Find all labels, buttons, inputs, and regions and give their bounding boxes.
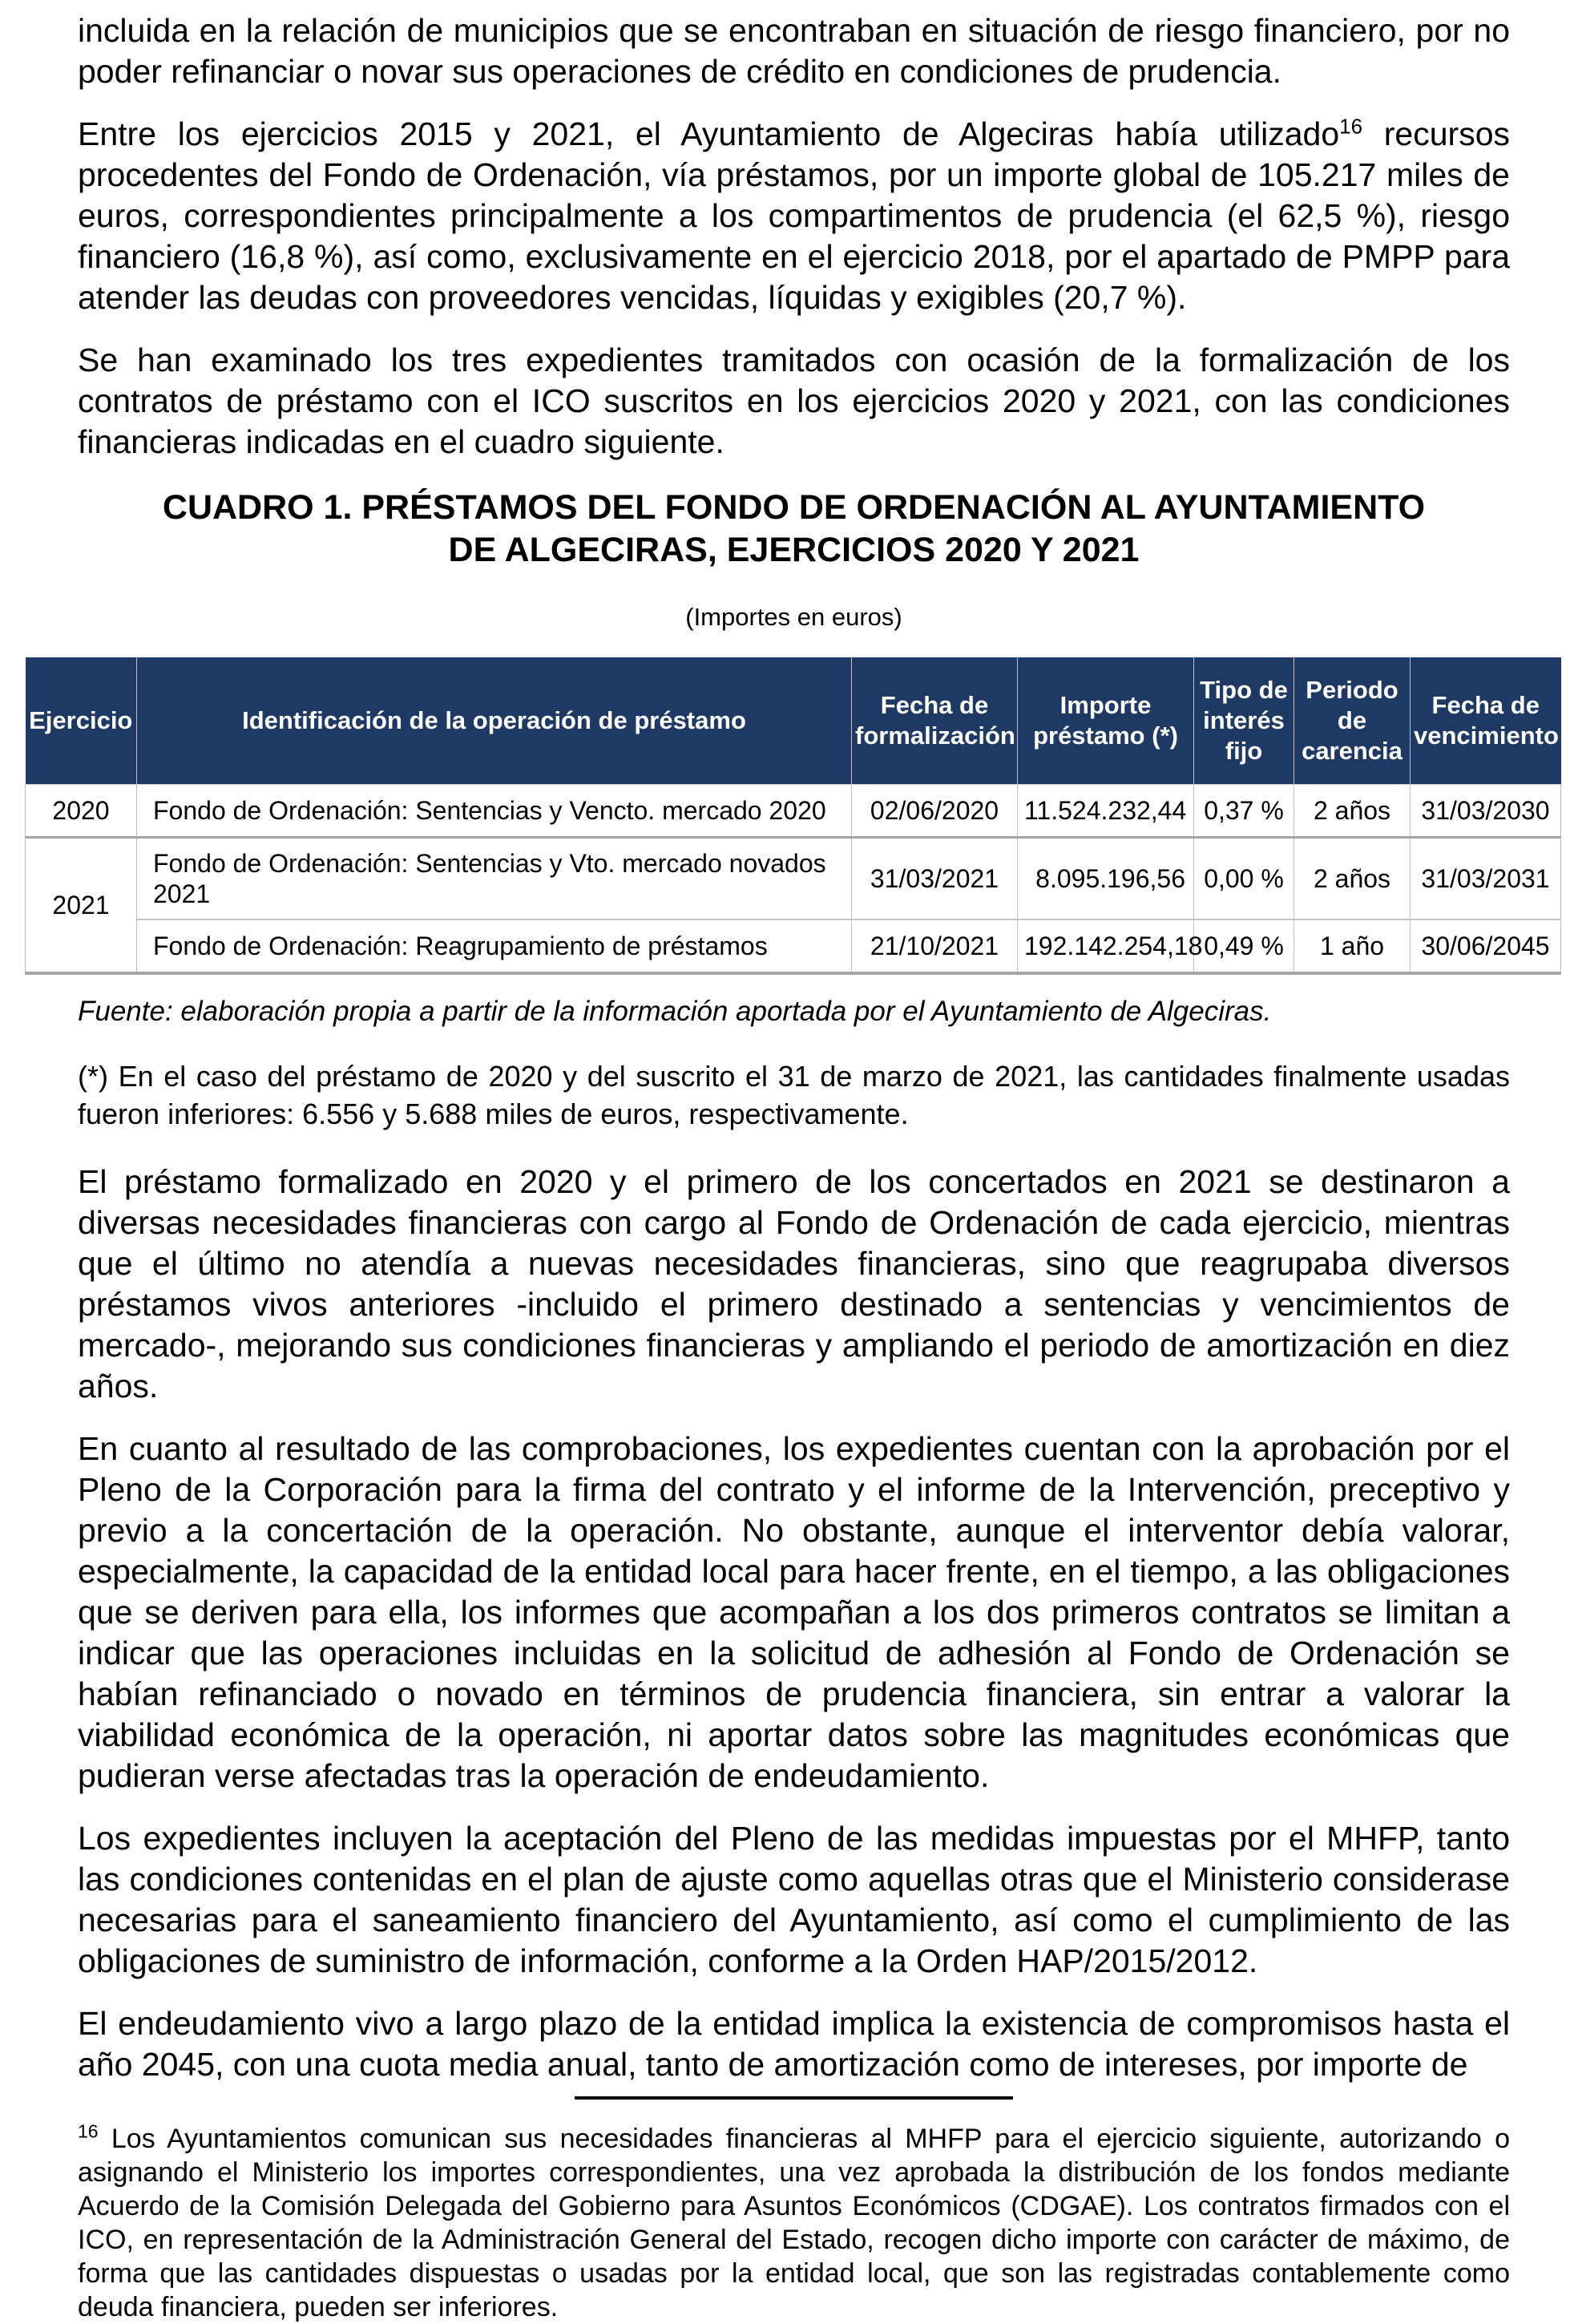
cell-ejercicio: 2021 xyxy=(26,838,137,974)
table-units-note: (Importes en euros) xyxy=(685,603,902,631)
cell-operacion: Fondo de Ordenación: Sentencias y Vencto. mercado 2020 xyxy=(137,785,852,838)
cell-periodo-carencia: 2 años xyxy=(1294,785,1411,838)
cell-importe: 8.095.196,56 xyxy=(1018,838,1194,920)
cell-fecha-formalizacion: 31/03/2021 xyxy=(852,838,1018,920)
footnote-number: 16 xyxy=(78,2120,99,2142)
cell-ejercicio: 2020 xyxy=(26,785,137,838)
cell-importe: 11.524.232,44 xyxy=(1018,785,1194,838)
cell-operacion: Fondo de Ordenación: Reagrupamiento de préstamos xyxy=(137,919,852,973)
cell-importe: 192.142.254,18 xyxy=(1018,919,1194,973)
column-header-fecha-vencimiento: Fecha de vencimiento xyxy=(1411,657,1561,785)
table-row xyxy=(26,919,1561,973)
loans-table xyxy=(25,657,1561,975)
paragraph-destino-prestamos: El préstamo formalizado en 2020 y el primero de los concertados en 2021 se destinaron a diversas necesidades financieras con cargo al Fondo de Ordenación de cada ejercicio, mientras que el último no atendía a nuevas necesidades financieras, sino que reagrupaba diversos préstamos vivos anteriores -incluido el primero destinado a sentencias y vencimientos de mercado-, mejorando sus condiciones financieras y ampliando el periodo de amortización en diez años. xyxy=(78,1163,1510,1405)
table-header-row xyxy=(26,657,1561,785)
table-row xyxy=(26,838,1561,920)
column-header-identificacion: Identificación de la operación de préstamo xyxy=(137,657,852,785)
cell-fecha-formalizacion: 21/10/2021 xyxy=(852,919,1018,973)
table-title: CUADRO 1. PRÉSTAMOS DEL FONDO DE ORDENACIÓN AL AYUNTAMIENTO DE ALGECIRAS, EJERCICIOS 2020 Y 2021 xyxy=(162,488,1426,569)
cell-fecha-vencimiento: 31/03/2030 xyxy=(1411,785,1561,838)
paragraph-resultado-comprobaciones: En cuanto al resultado de las comprobaciones, los expedientes cuentan con la aprobación por el Pleno de la Corporación para la firma del contrato y el informe de la Intervención, preceptivo y previo a la concertación de la operación. No obstante, aunque el interventor debía valorar, especialmente, la capacidad de la entidad local para hacer frente, en el tiempo, a las obligaciones que se deriven para ella, los informes que acompañan a los dos primeros contratos se limitan a indicar que las operaciones incluidas en la solicitud de adhesión al Fondo de Ordenación se habían refinanciado o novado en términos de prudencia financiera, sin entrar a valorar la viabilidad económica de la operación, ni aportar datos sobre las magnitudes económicas que pudieran verse afectadas tras la operación de endeudamiento. xyxy=(78,1430,1510,1794)
footnote-16 xyxy=(78,2122,1510,2324)
paragraph-endeudamiento-vivo: El endeudamiento vivo a largo plazo de la entidad implica la existencia de compromisos hasta el año 2045, con una cuota media anual, tanto de amortización como de intereses, por importe de xyxy=(78,2005,1510,2083)
loans-table-header xyxy=(26,657,1561,785)
paragraph-expedientes-examinados: Se han examinado los tres expedientes tramitados con ocasión de la formalización de los contratos de préstamo con el ICO suscritos en los ejercicios 2020 y 2021, con las condiciones financieras indicadas en el cuadro siguiente. xyxy=(78,342,1510,460)
table-row xyxy=(26,785,1561,838)
column-header-ejercicio: Ejercicio xyxy=(26,657,137,785)
cell-tipo-interes: 0,37 % xyxy=(1194,785,1294,838)
paragraph-fondo-ordenacion xyxy=(78,114,1510,318)
table-asterisk-note: (*) En el caso del préstamo de 2020 y del suscrito el 31 de marzo de 2021, las cantidades finalmente usadas fueron inferiores: 6.556 y 5.688 miles de euros, respectivamente. xyxy=(78,1060,1510,1130)
column-header-importe: Importe préstamo (*) xyxy=(1018,657,1194,785)
loans-table-body xyxy=(26,785,1561,974)
column-header-periodo-carencia: Periodo de carencia xyxy=(1294,657,1411,785)
cell-tipo-interes: 0,49 % xyxy=(1194,919,1294,973)
cell-fecha-vencimiento: 31/03/2031 xyxy=(1411,838,1561,920)
cell-tipo-interes: 0,00 % xyxy=(1194,838,1294,920)
paragraph-intro: incluida en la relación de municipios que se encontraban en situación de riesgo financiero, por no poder refinanciar o novar sus operaciones de crédito en condiciones de prudencia. xyxy=(78,12,1510,90)
paragraph-aceptacion-pleno: Los expedientes incluyen la aceptación del Pleno de las medidas impuestas por el MHFP, tanto las condiciones contenidas en el plan de ajuste como aquellas otras que el Ministerio considerase necesarias para el saneamiento financiero del Ayuntamiento, así como el cumplimiento de las obligaciones de suministro de información, conforme a la Orden HAP/2015/2012. xyxy=(78,1820,1510,1979)
footnote-text: Los Ayuntamientos comunican sus necesidades financieras al MHFP para el ejercicio siguiente, autorizando o asignando el Ministerio los importes correspondientes, una vez aprobada la distribución de los fondos mediante Acuerdo de la Comisión Delegada del Gobierno para Asuntos Económicos (CDGAE). Los contratos firmados con el ICO, en representación de la Administración General del Estado, recogen dicho importe con carácter de máximo, de forma que las cantidades dispuestas o usadas por la entidad local, que son las registradas contablemente como deuda financiera, pueden ser inferiores. xyxy=(78,2124,1510,2322)
column-header-fecha-formalizacion: Fecha de formalización xyxy=(852,657,1018,785)
cell-periodo-carencia: 1 año xyxy=(1294,919,1411,973)
cell-fecha-formalizacion: 02/06/2020 xyxy=(852,785,1018,838)
footnote-separator-rule xyxy=(575,2096,1013,2100)
cell-operacion: Fondo de Ordenación: Sentencias y Vto. mercado novados 2021 xyxy=(137,838,852,920)
paragraph-text: Entre los ejercicios 2015 y 2021, el Ayuntamiento de Algeciras había utilizado xyxy=(78,115,1340,152)
column-header-tipo-interes: Tipo de interés fijo xyxy=(1194,657,1294,785)
footnote-reference-16: 16 xyxy=(1339,114,1363,139)
paragraph-text: recursos procedentes del Fondo de Ordenación, vía préstamos, por un importe global de 105.217 miles de euros, correspondientes principalmente a los compartimentos de prudencia (el 62,5 %), riesgo financiero (16,8 %), así como, exclusivamente en el ejercicio 2018, por el apartado de PMPP para atender las deudas con proveedores vencidas, líquidas y exigibles (20,7 %). xyxy=(78,115,1510,316)
table-source-note: Fuente: elaboración propia a partir de la información aportada por el Ayuntamiento de Algeciras. xyxy=(78,996,1272,1027)
cell-periodo-carencia: 2 años xyxy=(1294,838,1411,920)
cell-fecha-vencimiento: 30/06/2045 xyxy=(1411,919,1561,973)
